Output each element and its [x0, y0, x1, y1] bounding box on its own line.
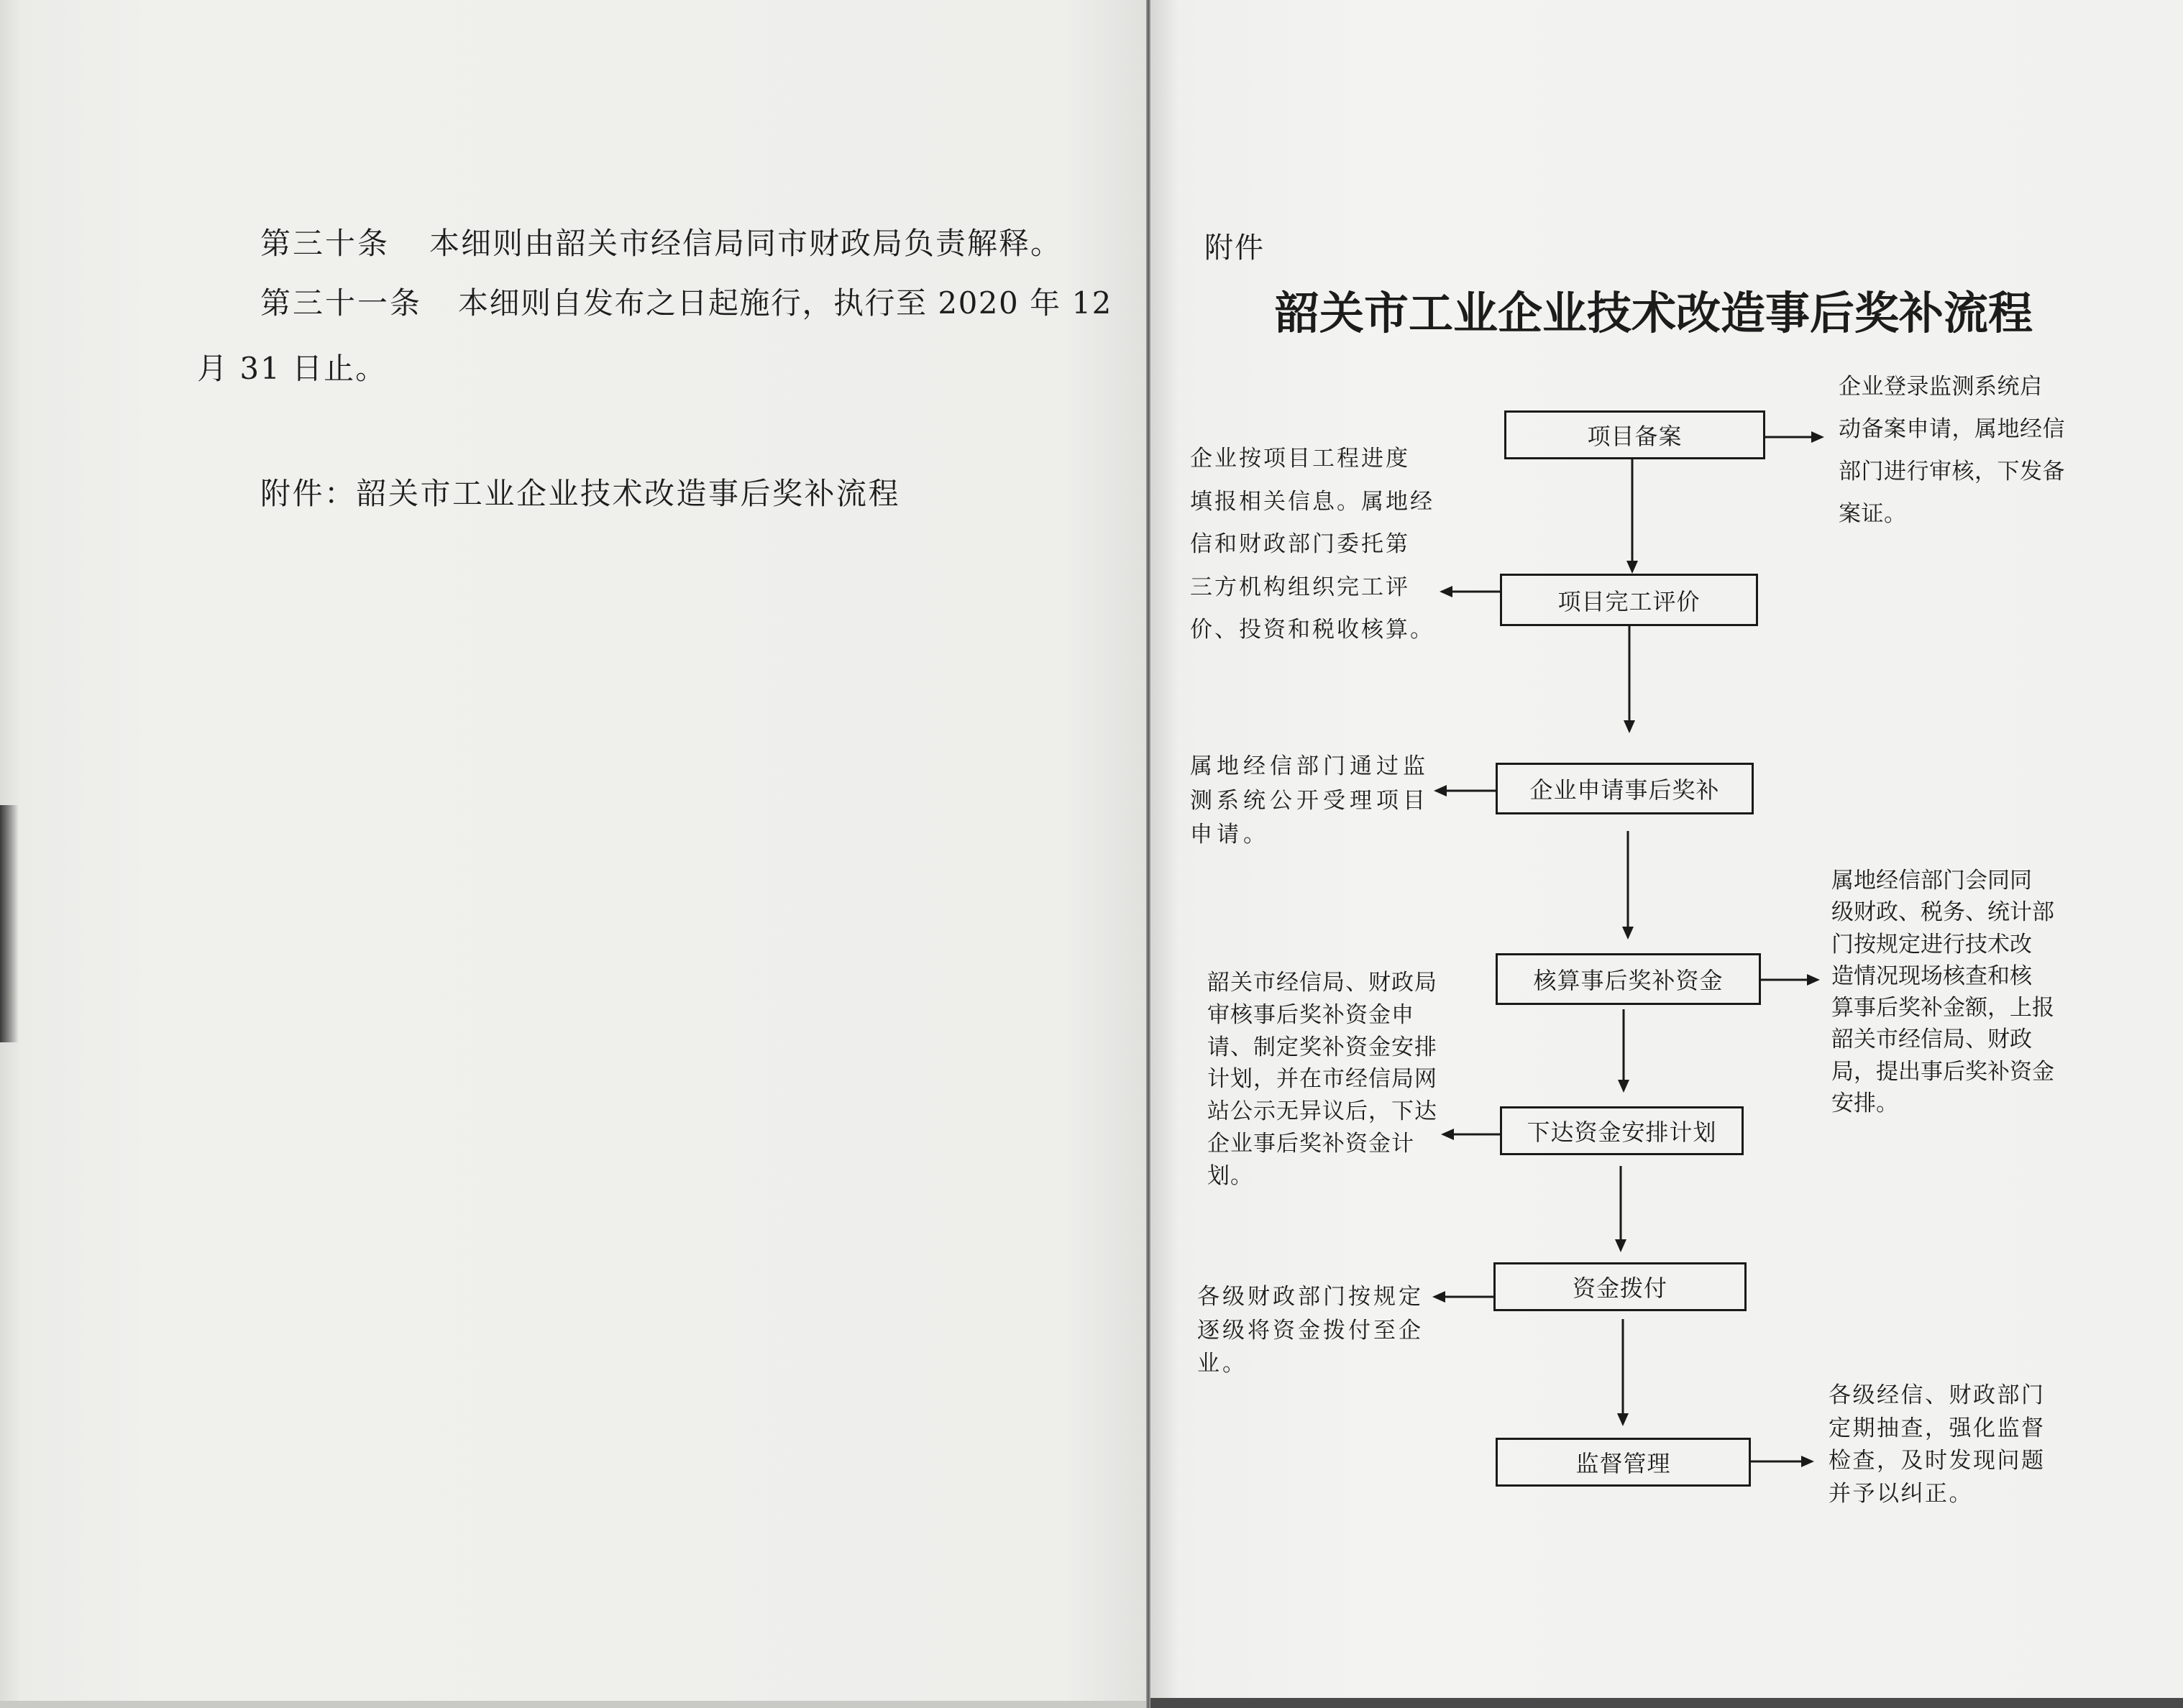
note-line: 各级经信、财政部门 — [1829, 1382, 2046, 1408]
note-line: 站公示无异议后，下达 — [1207, 1098, 1437, 1125]
scan-edge-shadow — [0, 805, 19, 1042]
note-line: 韶关市经信局、财政局 — [1207, 970, 1437, 996]
note-line: 韶关市经信局、财政 — [1831, 1027, 2032, 1053]
note-line: 造情况现场核查和核 — [1831, 963, 2032, 989]
note-line: 逐级将资金拨付至企 — [1197, 1317, 1424, 1344]
note-line: 属地经信部门会同同 — [1831, 868, 2032, 894]
step-note-award-accounting — [1831, 865, 2054, 1119]
step-box-funding-plan — [1500, 1106, 1744, 1155]
note-line: 业。 — [1197, 1351, 1248, 1377]
article-30-text: 本细则由韶关市经信局同市财政局负责解释。 — [429, 226, 1063, 261]
step-label: 项目备案 — [1587, 423, 1683, 450]
step-note-supervision — [1829, 1379, 2046, 1511]
step-label: 企业申请事后奖补 — [1529, 776, 1720, 804]
attachment-reference: 附件：韶关市工业企业技术改造事后奖补流程 — [260, 476, 901, 511]
note-line: 各级财政部门按规定 — [1197, 1284, 1424, 1310]
note-line: 企业登录监测系统启 — [1839, 374, 2043, 400]
step-box-award-application — [1496, 763, 1754, 814]
article-30-label: 第三十条 — [260, 226, 390, 261]
note-line: 算事后奖补金额，上报 — [1831, 995, 2054, 1021]
step-note-project-filing — [1839, 366, 2065, 536]
note-line: 填报相关信息。属地经 — [1190, 488, 1434, 515]
flowchart-title: 韶关市工业企业技术改造事后奖补流程 — [1275, 287, 2033, 339]
note-line: 动备案申请，属地经信 — [1839, 416, 2065, 442]
note-line: 定期抽查，强化监督 — [1829, 1415, 2046, 1441]
step-box-fund-disbursement — [1493, 1262, 1747, 1311]
step-label: 监督管理 — [1575, 1450, 1671, 1477]
step-label: 项目完工评价 — [1557, 587, 1701, 615]
note-line: 三方机构组织完工评 — [1190, 574, 1410, 600]
step-box-project-filing — [1504, 410, 1765, 459]
note-line: 信和财政部门委托第 — [1190, 531, 1410, 557]
article-31-text: 本细则自发布之日起施行，执行至 2020 年 12 — [458, 285, 1112, 321]
note-line: 部门进行审核，下发备 — [1839, 459, 2065, 485]
note-line: 测系统公开受理项目 — [1190, 787, 1429, 814]
step-label: 核算事后奖补资金 — [1533, 967, 1724, 994]
note-line: 并予以纠正。 — [1829, 1481, 1973, 1507]
note-line: 企业按项目工程进度 — [1190, 446, 1410, 472]
note-line: 安排。 — [1831, 1091, 1898, 1117]
step-note-funding-plan — [1207, 967, 1437, 1193]
scan-bottom-edge-right — [1150, 1698, 2183, 1708]
note-line: 局，提出事后奖补资金 — [1831, 1058, 2054, 1085]
scan-bottom-edge-left — [0, 1701, 1146, 1708]
note-line: 属地经信部门通过监 — [1190, 753, 1429, 779]
book-gutter — [1146, 0, 1150, 1708]
note-line: 价、投资和税收核算。 — [1190, 617, 1434, 643]
step-box-supervision — [1496, 1438, 1751, 1487]
step-note-fund-disbursement — [1197, 1280, 1424, 1381]
step-label: 下达资金安排计划 — [1527, 1119, 1717, 1146]
note-line: 划。 — [1207, 1162, 1253, 1189]
step-note-award-application — [1190, 750, 1429, 853]
note-line: 检查，及时发现问题 — [1829, 1448, 2046, 1474]
note-line: 企业事后奖补资金计 — [1207, 1130, 1414, 1157]
article-31-continuation: 月 31 日止。 — [197, 351, 388, 386]
step-box-award-accounting — [1496, 953, 1761, 1005]
note-line: 申请。 — [1190, 822, 1270, 848]
step-note-completion-evaluation — [1190, 438, 1434, 652]
note-line: 级财政、税务、统计部 — [1831, 899, 2054, 926]
note-line: 案证。 — [1839, 501, 1907, 527]
note-line: 审核事后奖补资金申 — [1207, 1001, 1414, 1028]
step-box-completion-evaluation — [1500, 574, 1758, 626]
article-31-label: 第三十一条 — [260, 285, 423, 321]
note-line: 门按规定进行技术改 — [1831, 931, 2032, 958]
note-line: 计划，并在市经信局网 — [1207, 1066, 1437, 1093]
step-label: 资金拨付 — [1572, 1275, 1667, 1302]
note-line: 请、制定奖补资金安排 — [1207, 1034, 1437, 1060]
attachment-label: 附件 — [1204, 231, 1265, 265]
